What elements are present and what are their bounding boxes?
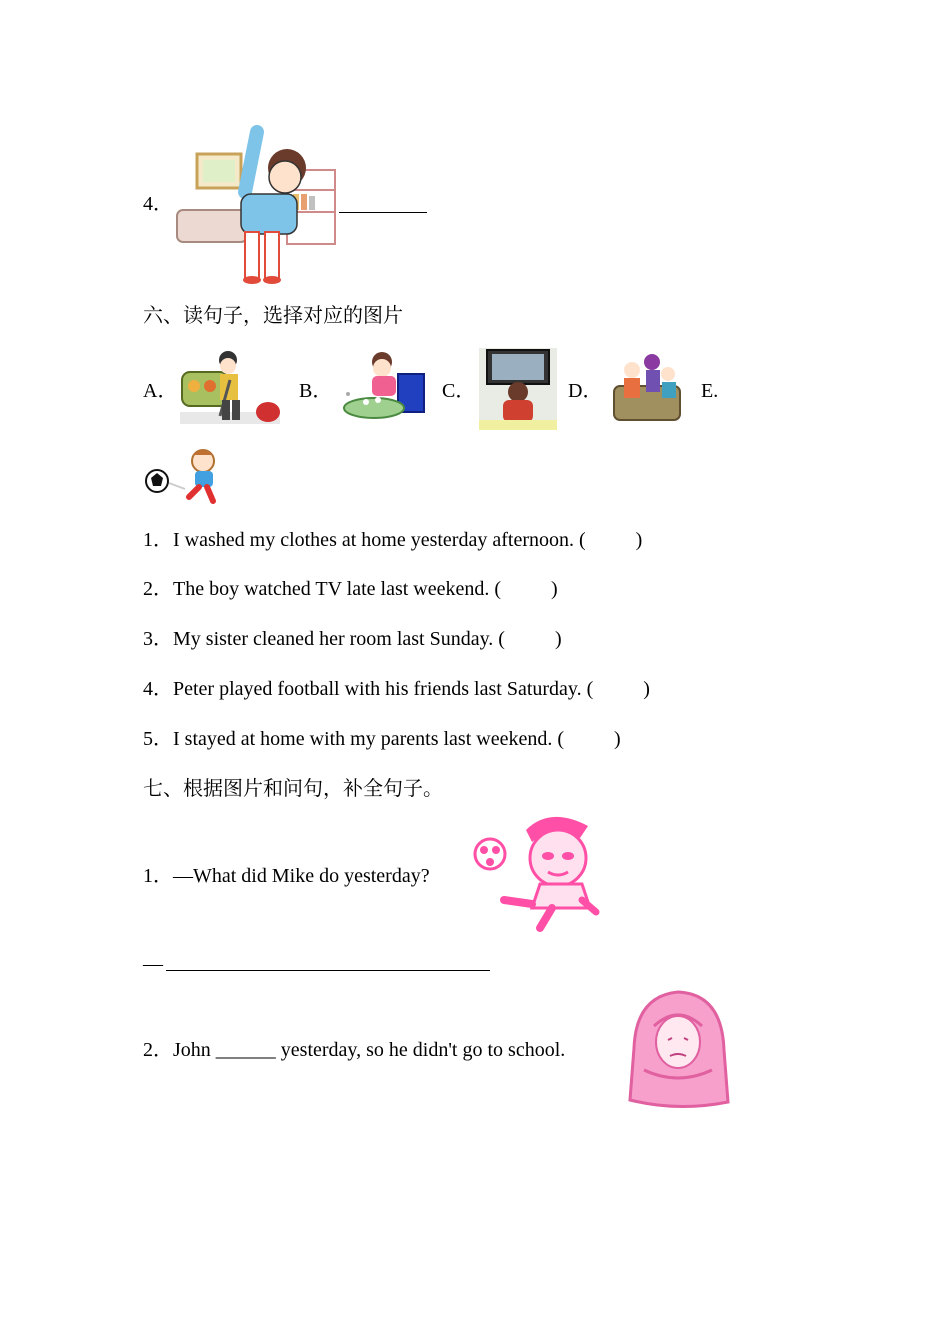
stretching-girl-icon xyxy=(175,122,340,284)
watching-tv-icon xyxy=(479,348,557,430)
q4-answer-blank[interactable] xyxy=(339,212,427,213)
option-a-label: A． xyxy=(143,380,178,402)
question-4-number: 4． xyxy=(143,193,173,215)
option-d-label: D． xyxy=(568,380,603,402)
s7-q1-answer-dash: — xyxy=(143,953,163,975)
s6-item-3: 3．My sister cleaned her room last Sunday. ( ) xyxy=(143,628,562,650)
family-sofa-icon xyxy=(610,352,686,424)
washing-clothes-icon xyxy=(338,350,430,424)
playing-football-icon xyxy=(145,447,229,505)
s7-q1-question: 1．—What did Mike do yesterday? xyxy=(143,865,430,887)
option-b-label: B． xyxy=(299,380,333,402)
s6-item-4: 4．Peter played football with his friends last Saturday. ( ) xyxy=(143,678,650,700)
option-e-label: E. xyxy=(701,380,719,402)
s6-item-5: 5．I stayed at home with my parents last weekend. ( ) xyxy=(143,728,621,750)
section-6-heading: 六、读句子，选择对应的图片 xyxy=(143,303,403,327)
s7-q1-answer-blank[interactable] xyxy=(166,970,490,971)
sick-boy-blanket-icon xyxy=(624,990,732,1110)
s6-item-2: 2．The boy watched TV late last weekend. ( ) xyxy=(143,578,558,600)
option-c-label: C． xyxy=(442,380,476,402)
s6-item-1: 1．I washed my clothes at home yesterday afternoon. ( ) xyxy=(143,529,643,551)
s7-q2-text: 2．John ______ yesterday, so he didn't go to school. xyxy=(143,1039,566,1061)
mike-football-icon xyxy=(470,812,602,934)
section-7-heading: 七、根据图片和问句，补全句子。 xyxy=(143,776,443,800)
vacuum-cleaning-icon xyxy=(180,350,283,426)
